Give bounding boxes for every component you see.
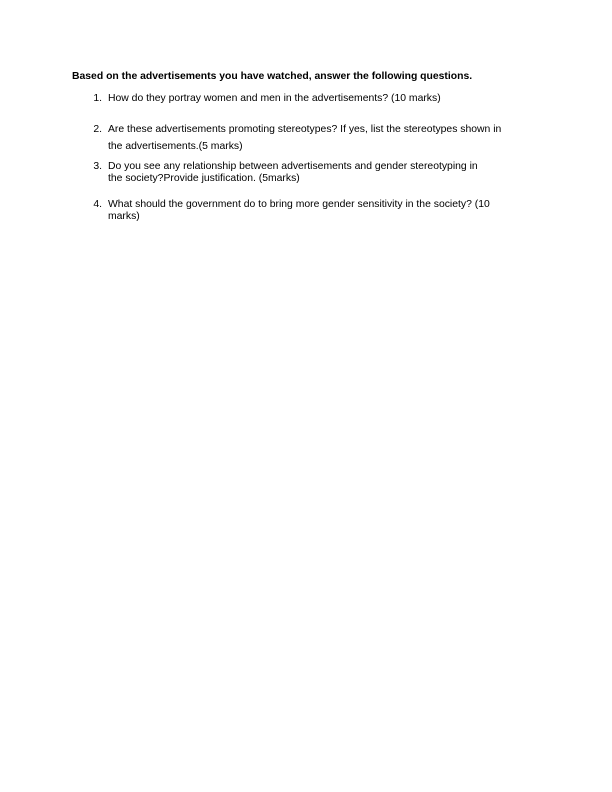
question-text — [108, 93, 526, 105]
question-number: 3. — [93, 161, 102, 172]
question-line: Do you see any relationship between advertisements and gender stereotyping in — [108, 161, 478, 172]
question-line: marks) — [108, 211, 140, 222]
question-number: 1. — [93, 93, 102, 104]
question-text — [108, 199, 526, 223]
question-text — [108, 124, 526, 153]
question-text — [108, 161, 526, 185]
question-line: the advertisements.(5 marks) — [108, 141, 243, 152]
question-number: 2. — [93, 124, 102, 135]
question-number: 4. — [93, 199, 102, 210]
instructions-heading: Based on the advertisements you have watched, answer the following questions. — [72, 71, 473, 82]
question-line: Are these advertisements promoting stereotypes? If yes, list the stereotypes shown in — [108, 124, 502, 135]
question-line: the society?Provide justification. (5marks) — [108, 173, 300, 184]
question-line: How do they portray women and men in the advertisements? (10 marks) — [108, 93, 441, 104]
question-line: What should the government do to bring more gender sensitivity in the society? (10 — [108, 199, 490, 210]
